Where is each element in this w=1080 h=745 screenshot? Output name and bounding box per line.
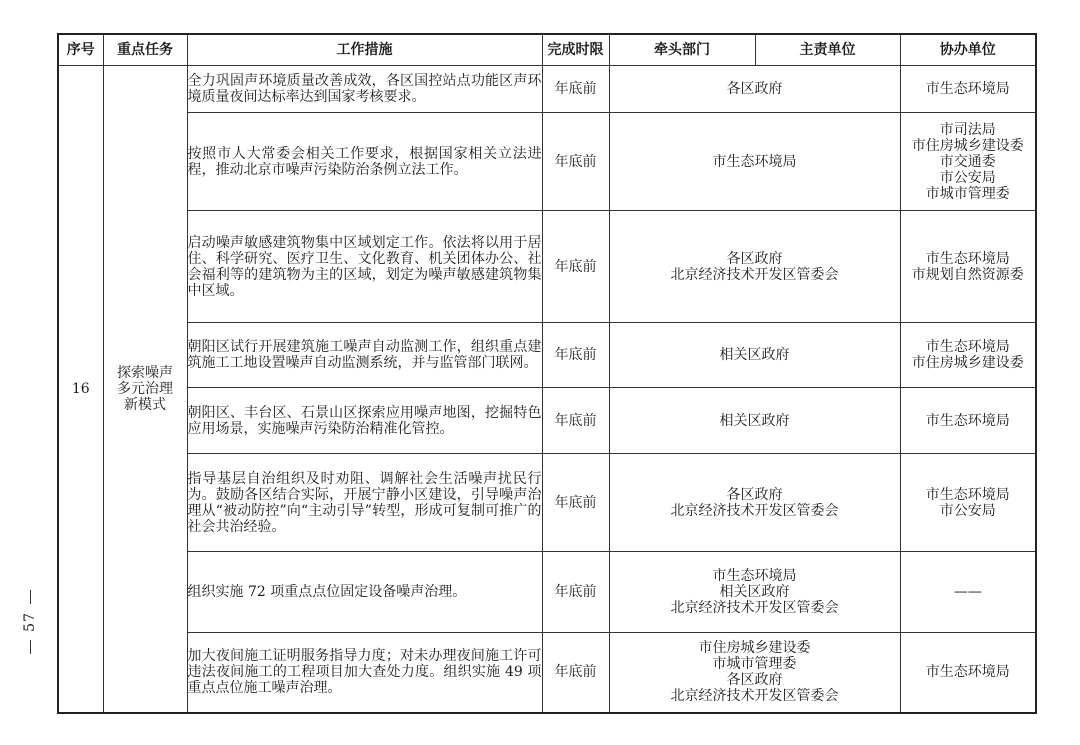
deadline-cell: 年底前 — [542, 113, 609, 211]
responsible-cell — [609, 211, 900, 323]
responsible-unit: 市生态环境局 — [712, 568, 797, 584]
header-seq: 序号 — [58, 34, 103, 66]
measure-cell: 启动噪声敏感建筑物集中区域划定工作。依法将以用于居住、科学研究、医疗卫生、文化教育、机关团体办公、社会福利等的建筑物为主的区域，划定为噪声敏感建筑物集中区域。 — [187, 211, 542, 323]
measure-cell: 全力巩固声环境质量改善成效，各区国控站点功能区声环境质量夜间达标率达到国家考核要求。 — [187, 66, 542, 113]
table-row — [58, 66, 1036, 113]
table-row — [58, 211, 1036, 323]
deadline-cell: 年底前 — [542, 66, 609, 113]
assist-unit: 市交通委 — [939, 153, 996, 170]
responsible-unit: 市城市管理委 — [712, 656, 797, 673]
responsible-unit: 市生态环境局 — [712, 153, 797, 170]
responsible-unit: 北京经济技术开发区管委会 — [670, 600, 839, 616]
assist-unit: 市城市管理委 — [925, 185, 1010, 202]
assist-cell — [900, 388, 1036, 454]
deadline-cell: 年底前 — [542, 633, 609, 713]
assist-unit: 市生态环境局 — [925, 664, 1010, 681]
deadline-cell: 年底前 — [542, 388, 609, 454]
assist-unit: 市生态环境局 — [925, 412, 1010, 429]
assist-unit: 市公安局 — [939, 502, 996, 519]
responsible-cell — [609, 388, 900, 454]
table-row — [58, 113, 1036, 211]
measure-cell: 组织实施 72 项重点点位固定设备噪声治理。 — [187, 552, 542, 633]
table-header-row — [58, 34, 1036, 66]
assist-unit: 市生态环境局 — [925, 250, 1010, 267]
group-seq: 16 — [58, 66, 103, 713]
assist-unit: 市公安局 — [939, 169, 996, 186]
table-row — [58, 454, 1036, 552]
table-row — [58, 552, 1036, 633]
assist-cell — [900, 66, 1036, 113]
assist-cell — [900, 633, 1036, 713]
responsible-unit: 北京经济技术开发区管委会 — [670, 502, 839, 519]
group-task — [103, 66, 187, 713]
header-task: 重点任务 — [103, 34, 187, 66]
assist-cell — [900, 323, 1036, 388]
group-task-text: 探索噪声多元治理新模式 — [117, 364, 173, 413]
responsible-unit: 各区政府 — [726, 672, 783, 689]
deadline-cell: 年底前 — [542, 454, 609, 552]
assist-unit: 市住房城乡建设委 — [911, 355, 1024, 371]
assist-unit: 市生态环境局 — [925, 339, 1010, 355]
deadline-cell: 年底前 — [542, 211, 609, 323]
assist-unit: 市规划自然资源委 — [911, 266, 1024, 283]
responsible-unit: 北京经济技术开发区管委会 — [670, 688, 839, 705]
header-main: 主责单位 — [755, 34, 900, 66]
assist-dash: —— — [953, 584, 982, 600]
header-measure: 工作措施 — [187, 34, 542, 66]
assist-unit: 市生态环境局 — [925, 81, 1010, 97]
responsible-cell — [609, 66, 900, 113]
assist-cell — [900, 454, 1036, 552]
header-lead: 牵头部门 — [609, 34, 755, 66]
assist-unit: 市司法局 — [939, 121, 996, 138]
responsible-cell — [609, 113, 900, 211]
measure-cell: 按照市人大常委会相关工作要求，根据国家相关立法进程，推动北京市噪声污染防治条例立法工作。 — [187, 113, 542, 211]
assist-cell — [900, 552, 1036, 633]
responsible-cell — [609, 633, 900, 713]
assist-cell — [900, 113, 1036, 211]
responsible-unit: 各区政府 — [726, 81, 783, 97]
responsible-cell — [609, 323, 900, 388]
responsible-unit: 北京经济技术开发区管委会 — [670, 266, 839, 283]
measure-cell: 加大夜间施工证明服务指导力度；对未办理夜间施工许可违法夜间施工的工程项目加大查处力度。组织实施 49 项重点点位施工噪声治理。 — [187, 633, 542, 713]
page-number-block — [18, 588, 42, 688]
header-assist: 协办单位 — [900, 34, 1036, 66]
responsible-cell — [609, 552, 900, 633]
deadline-cell: 年底前 — [542, 552, 609, 633]
deadline-cell: 年底前 — [542, 323, 609, 388]
measure-cell: 朝阳区、丰台区、石景山区探索应用噪声地图，挖掘特色应用场景，实施噪声污染防治精准化管控。 — [187, 388, 542, 454]
responsible-unit: 各区政府 — [726, 250, 783, 267]
responsible-unit: 市住房城乡建设委 — [698, 640, 811, 657]
assist-unit: 市住房城乡建设委 — [911, 137, 1024, 154]
table-row — [58, 388, 1036, 454]
header-deadline: 完成时限 — [542, 34, 609, 66]
responsible-cell — [609, 454, 900, 552]
measure-cell: 指导基层自治组织及时劝阻、调解社会生活噪声扰民行为。鼓励各区结合实际，开展宁静小区建设，引导噪声治理从“被动防控”向“主动引导”转型，形成可复制可推广的社会共治经验。 — [187, 454, 542, 552]
page-number-dash-top — [30, 590, 31, 604]
assist-cell — [900, 211, 1036, 323]
table-row — [58, 633, 1036, 713]
responsible-unit: 相关区政府 — [719, 412, 790, 429]
page-number-dash-bottom — [30, 640, 31, 654]
measure-cell: 朝阳区试行开展建筑施工噪声自动监测工作，组织重点建筑施工工地设置噪声自动监测系统，并与监管部门联网。 — [187, 323, 542, 388]
responsible-unit: 相关区政府 — [719, 584, 790, 600]
assist-unit: 市生态环境局 — [925, 486, 1010, 503]
task-table — [57, 33, 1037, 714]
table-row — [58, 323, 1036, 388]
responsible-unit: 相关区政府 — [719, 347, 790, 363]
page-number: 57 — [22, 612, 38, 632]
responsible-unit: 各区政府 — [726, 486, 783, 503]
